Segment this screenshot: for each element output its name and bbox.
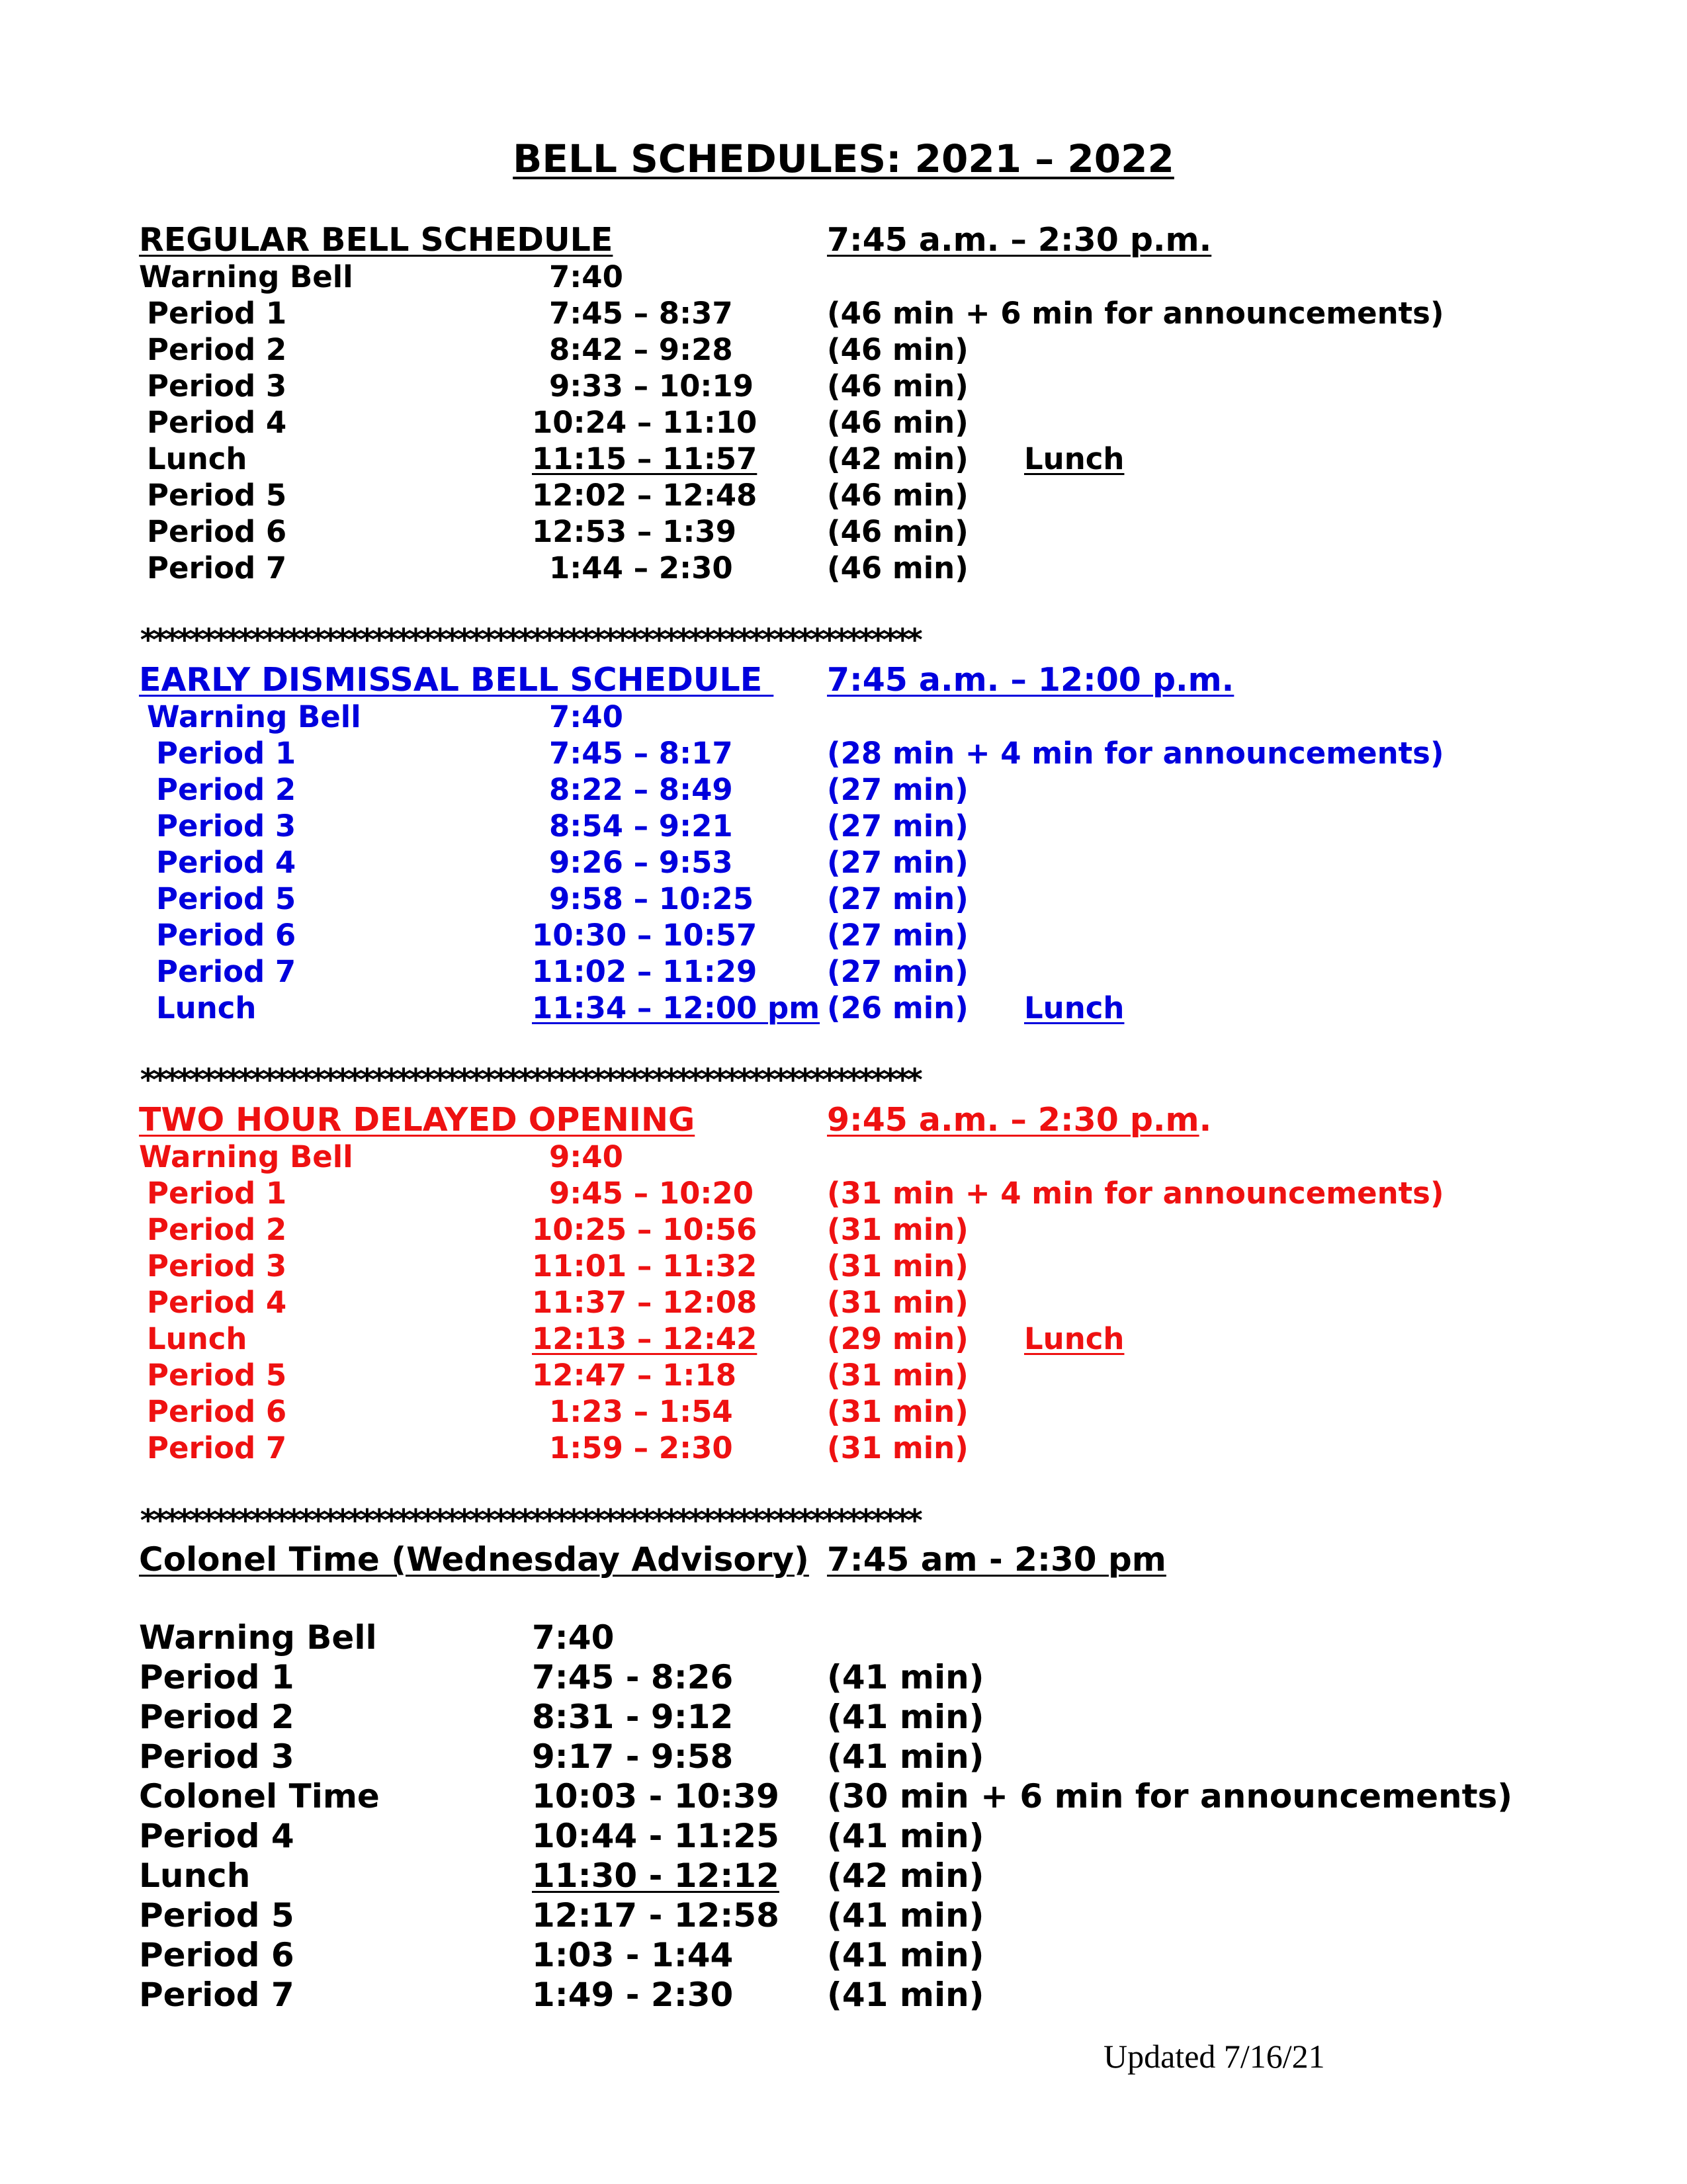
row-time: 8:54 – 9:21 — [549, 808, 733, 844]
section-time-range-period: . — [1199, 1101, 1212, 1139]
row-duration: (46 min + 6 min for announcements) — [827, 296, 1444, 331]
row-time: 9:45 – 10:20 — [549, 1176, 754, 1211]
row-label: Period 2 — [147, 1212, 287, 1247]
row-time: 10:25 – 10:56 — [532, 1212, 757, 1247]
row-duration: (31 min) — [827, 1430, 969, 1465]
row-duration: (41 min) — [827, 1737, 984, 1776]
row-duration: (27 min) — [827, 918, 969, 953]
row-time: 7:40 — [549, 259, 623, 294]
row-duration: (46 min) — [827, 550, 969, 586]
row-duration: (41 min) — [827, 1698, 984, 1736]
row-time: 7:40 — [532, 1618, 615, 1657]
row-time: 1:44 – 2:30 — [549, 550, 733, 586]
row-label: Period 5 — [147, 1358, 287, 1393]
row-duration: (41 min) — [827, 1896, 984, 1935]
row-label: Period 4 — [147, 405, 287, 440]
row-time: 7:45 - 8:26 — [532, 1658, 734, 1696]
row-label: Period 5 — [156, 881, 296, 916]
row-time: 12:47 – 1:18 — [532, 1358, 737, 1393]
row-label: Period 2 — [156, 772, 296, 807]
row-label: Colonel Time — [139, 1777, 380, 1815]
lunch-link[interactable]: Lunch — [1024, 990, 1125, 1026]
row-label: Period 2 — [147, 332, 287, 367]
separator: **************************************************************** — [139, 1503, 918, 1538]
row-duration: (41 min) — [827, 1658, 984, 1696]
row-duration: (46 min) — [827, 369, 969, 404]
row-label: Period 5 — [147, 478, 287, 513]
row-time: 9:17 - 9:58 — [532, 1737, 734, 1776]
row-time: 1:49 - 2:30 — [532, 1976, 734, 2014]
row-label: Warning Bell — [139, 259, 353, 294]
row-label: Warning Bell — [139, 1139, 353, 1174]
separator: **************************************************************** — [139, 1062, 918, 1098]
row-duration: (31 min) — [827, 1358, 969, 1393]
section-time-range — [827, 1100, 1211, 1140]
section-heading: TWO HOUR DELAYED OPENING — [139, 1101, 695, 1139]
row-duration: (41 min) — [827, 1817, 984, 1855]
row-label: Lunch — [156, 990, 257, 1026]
row-time: 9:58 – 10:25 — [549, 881, 754, 916]
row-duration: (31 min + 4 min for announcements) — [827, 1176, 1444, 1211]
row-time: 11:34 – 12:00 pm — [532, 990, 820, 1026]
section-time-range-text: 9:45 a.m. – 2:30 p.m — [827, 1101, 1199, 1139]
row-duration: (31 min) — [827, 1394, 969, 1429]
row-time: 1:03 - 1:44 — [532, 1936, 734, 1974]
row-duration: (41 min) — [827, 1936, 984, 1974]
row-duration: (46 min) — [827, 478, 969, 513]
row-time: 11:30 - 12:12 — [532, 1856, 779, 1895]
section-heading: Colonel Time (Wednesday Advisory) — [139, 1540, 809, 1579]
row-time: 12:17 - 12:58 — [532, 1896, 779, 1935]
row-time: 7:40 — [549, 699, 623, 734]
row-duration: (27 min) — [827, 808, 969, 844]
row-label: Period 6 — [147, 1394, 287, 1429]
section-time-range: 7:45 am - 2:30 pm — [827, 1540, 1166, 1579]
row-time: 11:02 – 11:29 — [532, 954, 757, 989]
row-duration: (30 min + 6 min for announcements) — [827, 1777, 1513, 1815]
row-label: Period 1 — [147, 296, 287, 331]
row-duration: (28 min + 4 min for announcements) — [827, 736, 1444, 771]
row-label: Lunch — [147, 1321, 247, 1356]
row-duration: (27 min) — [827, 845, 969, 880]
row-time: 11:37 – 12:08 — [532, 1285, 757, 1320]
row-time: 12:53 – 1:39 — [532, 514, 737, 549]
row-label: Period 7 — [147, 1430, 287, 1465]
row-time: 10:44 - 11:25 — [532, 1817, 779, 1855]
row-label: Period 3 — [156, 808, 296, 844]
row-duration: (46 min) — [827, 405, 969, 440]
row-label: Period 2 — [139, 1698, 294, 1736]
row-label: Period 7 — [139, 1976, 294, 2014]
row-label: Lunch — [147, 441, 247, 476]
row-duration: (27 min) — [827, 772, 969, 807]
row-label: Period 4 — [147, 1285, 287, 1320]
row-duration: (46 min) — [827, 332, 969, 367]
row-label: Period 1 — [156, 736, 296, 771]
row-duration: (42 min) — [827, 1856, 984, 1895]
row-duration: (31 min) — [827, 1285, 969, 1320]
row-label: Period 4 — [139, 1817, 294, 1855]
row-duration: (31 min) — [827, 1248, 969, 1284]
row-label: Period 3 — [147, 1248, 287, 1284]
row-label: Period 4 — [156, 845, 296, 880]
row-label: Warning Bell — [147, 699, 361, 734]
row-time: 12:02 – 12:48 — [532, 478, 757, 513]
row-label: Period 1 — [139, 1658, 294, 1696]
row-duration: (46 min) — [827, 514, 969, 549]
row-duration: (27 min) — [827, 881, 969, 916]
row-label: Period 1 — [147, 1176, 287, 1211]
lunch-link[interactable]: Lunch — [1024, 441, 1125, 476]
row-label: Warning Bell — [139, 1618, 377, 1657]
section-time-range: 7:45 a.m. – 2:30 p.m. — [827, 221, 1212, 259]
section-time-range: 7:45 a.m. – 12:00 p.m. — [827, 661, 1234, 699]
row-time: 9:26 – 9:53 — [549, 845, 733, 880]
row-label: Period 3 — [147, 369, 287, 404]
row-label: Period 3 — [139, 1737, 294, 1776]
separator: **************************************************************** — [139, 622, 918, 658]
row-duration: (42 min) — [827, 441, 969, 476]
row-duration: (41 min) — [827, 1976, 984, 2014]
row-duration: (27 min) — [827, 954, 969, 989]
row-time: 10:03 - 10:39 — [532, 1777, 779, 1815]
row-label: Period 7 — [156, 954, 296, 989]
row-time: 7:45 – 8:37 — [549, 296, 733, 331]
row-time: 10:24 – 11:10 — [532, 405, 757, 440]
row-time: 7:45 – 8:17 — [549, 736, 733, 771]
row-time: 9:33 – 10:19 — [549, 369, 754, 404]
row-label: Lunch — [139, 1856, 251, 1895]
row-duration: (26 min) — [827, 990, 969, 1026]
lunch-link[interactable]: Lunch — [1024, 1321, 1125, 1356]
row-label: Period 6 — [139, 1936, 294, 1974]
row-label: Period 6 — [156, 918, 296, 953]
row-time: 8:31 - 9:12 — [532, 1698, 734, 1736]
row-time: 9:40 — [549, 1139, 623, 1174]
row-time: 8:42 – 9:28 — [549, 332, 733, 367]
row-time: 10:30 – 10:57 — [532, 918, 757, 953]
row-label: Period 6 — [147, 514, 287, 549]
row-time: 12:13 – 12:42 — [532, 1321, 757, 1356]
row-time: 1:59 – 2:30 — [549, 1430, 733, 1465]
row-time: 11:15 – 11:57 — [532, 441, 757, 476]
page-title: BELL SCHEDULES: 2021 – 2022 — [513, 136, 1174, 181]
row-time: 11:01 – 11:32 — [532, 1248, 757, 1284]
row-label: Period 5 — [139, 1896, 294, 1935]
section-heading: REGULAR BELL SCHEDULE — [139, 221, 613, 259]
updated-date: Updated 7/16/21 — [1103, 2038, 1325, 2075]
section-heading: EARLY DISMISSAL BELL SCHEDULE — [139, 661, 774, 699]
row-duration: (29 min) — [827, 1321, 969, 1356]
row-time: 8:22 – 8:49 — [549, 772, 733, 807]
row-label: Period 7 — [147, 550, 287, 586]
row-time: 1:23 – 1:54 — [549, 1394, 733, 1429]
row-duration: (31 min) — [827, 1212, 969, 1247]
